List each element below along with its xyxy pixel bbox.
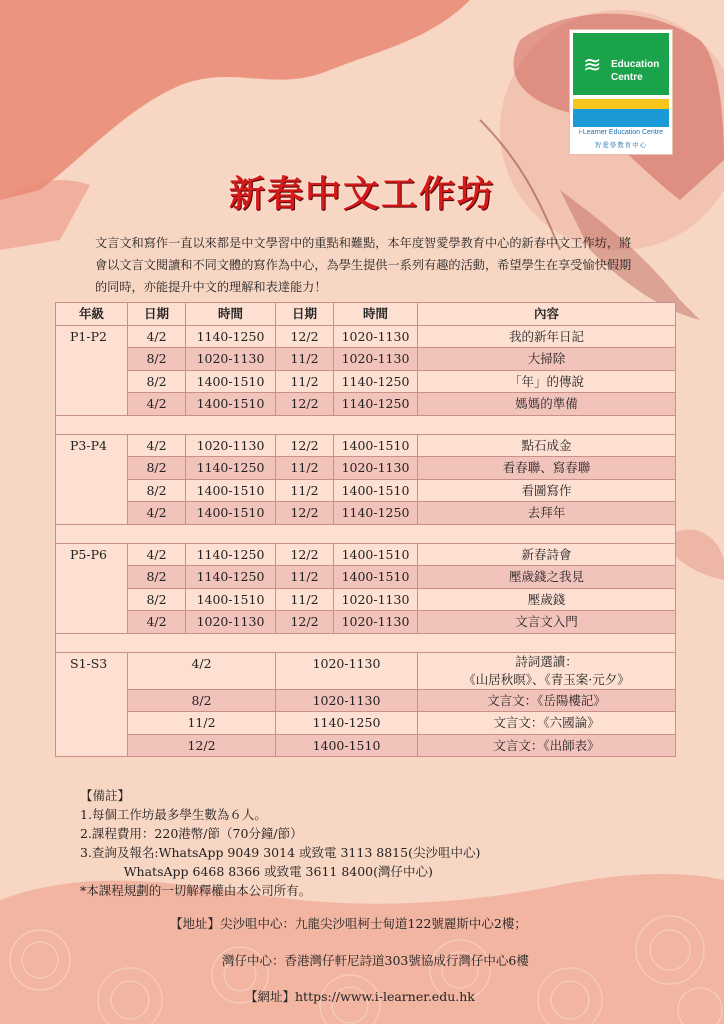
content-cell: 壓歲錢 bbox=[418, 588, 676, 611]
note-item: 1.每個工作坊最多學生數為６人。 bbox=[80, 807, 267, 822]
content-line: 詩詞選讀： bbox=[515, 653, 578, 669]
time-cell: 1400-1510 bbox=[186, 502, 276, 525]
note-item: 3.查詢及報名:WhatsApp 9049 3014 或致電 3113 8815(尖沙咀中心) bbox=[80, 845, 481, 860]
date-cell: 4/2 bbox=[128, 543, 186, 566]
date-cell: 11/2 bbox=[128, 712, 276, 735]
table-row bbox=[56, 543, 676, 566]
date-cell: 4/2 bbox=[128, 393, 186, 416]
date-cell: 8/2 bbox=[128, 348, 186, 371]
logo-green-block bbox=[573, 33, 669, 95]
table-row bbox=[56, 502, 676, 525]
page-title: 新春中文工作坊 bbox=[228, 173, 495, 215]
date-cell: 8/2 bbox=[128, 566, 186, 589]
table-row bbox=[56, 325, 676, 348]
date-cell: 4/2 bbox=[128, 434, 186, 457]
table-row bbox=[56, 588, 676, 611]
grade-cell: P1-P2 bbox=[56, 325, 128, 415]
content-cell: 媽媽的準備 bbox=[418, 393, 676, 416]
table-row bbox=[56, 434, 676, 457]
table-spacer-row bbox=[56, 415, 676, 434]
time-cell: 1140-1250 bbox=[186, 457, 276, 480]
table-row bbox=[56, 457, 676, 480]
content-cell: 去拜年 bbox=[418, 502, 676, 525]
content-cell: 壓歲錢之我見 bbox=[418, 566, 676, 589]
header-grade: 年級 bbox=[56, 303, 128, 326]
time-cell: 1020-1130 bbox=[334, 457, 418, 480]
time-cell: 1020-1130 bbox=[334, 325, 418, 348]
table-row bbox=[56, 348, 676, 371]
time-cell: 1020-1130 bbox=[186, 348, 276, 371]
logo-line1: Education bbox=[611, 59, 660, 70]
date-cell: 11/2 bbox=[276, 588, 334, 611]
time-cell: 1140-1250 bbox=[186, 325, 276, 348]
header-date-2: 日期 bbox=[276, 303, 334, 326]
table-spacer-row bbox=[56, 524, 676, 543]
header-time-1: 時間 bbox=[186, 303, 276, 326]
header-content: 內容 bbox=[418, 303, 676, 326]
spacer-cell bbox=[56, 415, 676, 434]
company-logo bbox=[569, 29, 673, 155]
date-cell: 4/2 bbox=[128, 502, 186, 525]
spacer-cell bbox=[56, 633, 676, 652]
content-cell: 文言文入門 bbox=[418, 611, 676, 634]
table-row bbox=[56, 611, 676, 634]
date-cell: 8/2 bbox=[128, 588, 186, 611]
content-cell: 文言文：《六國論》 bbox=[418, 712, 676, 735]
table-row bbox=[56, 566, 676, 589]
notes-heading: 【備註】 bbox=[80, 788, 131, 803]
content-cell: 點石成金 bbox=[418, 434, 676, 457]
address-line-2: 灣仔中心：香港灣仔軒尼詩道303號協成行灣仔中心6樓 bbox=[222, 953, 529, 968]
date-cell: 11/2 bbox=[276, 566, 334, 589]
date-cell: 12/2 bbox=[276, 393, 334, 416]
table-row bbox=[56, 393, 676, 416]
time-cell: 1020-1130 bbox=[334, 611, 418, 634]
time-cell: 1400-1510 bbox=[276, 734, 418, 757]
logo-line2: Centre bbox=[611, 72, 643, 83]
time-cell: 1140-1250 bbox=[334, 393, 418, 416]
table-row bbox=[56, 479, 676, 502]
time-cell: 1400-1510 bbox=[334, 566, 418, 589]
time-cell: 1020-1130 bbox=[186, 434, 276, 457]
intro-paragraph: 文言文和寫作一直以來都是中文學習中的重點和難點，本年度智愛學教育中心的新春中文工作坊，將會以文言文閱讀和不同文體的寫作為中心，為學生提供一系列有趣的活動，希望學生在享受愉快假期的同時，亦能提升中文的理解和表達能力！ bbox=[95, 236, 632, 294]
content-cell: 文言文：《出師表》 bbox=[418, 734, 676, 757]
time-cell: 1020-1130 bbox=[186, 611, 276, 634]
time-cell: 1140-1250 bbox=[186, 566, 276, 589]
content-cell: 「年」的傳說 bbox=[418, 370, 676, 393]
time-cell: 1400-1510 bbox=[186, 393, 276, 416]
address-line-1: 【地址】尖沙咀中心：九龍尖沙咀柯士甸道122號麗斯中心2樓； bbox=[170, 916, 527, 931]
date-cell: 11/2 bbox=[276, 479, 334, 502]
date-cell: 8/2 bbox=[128, 370, 186, 393]
table-row bbox=[56, 689, 676, 712]
date-cell: 12/2 bbox=[276, 543, 334, 566]
table-spacer-row bbox=[56, 633, 676, 652]
time-cell: 1140-1250 bbox=[334, 502, 418, 525]
content-cell: 看春聯、寫春聯 bbox=[418, 457, 676, 480]
date-cell: 4/2 bbox=[128, 325, 186, 348]
note-item: WhatsApp 6468 8366 或致電 3611 8400(灣仔中心) bbox=[80, 864, 433, 879]
logo-yellow-bar bbox=[573, 99, 669, 109]
notes-section bbox=[80, 786, 480, 900]
time-cell: 1140-1250 bbox=[276, 712, 418, 735]
content-cell: 看圖寫作 bbox=[418, 479, 676, 502]
time-cell: 1400-1510 bbox=[186, 588, 276, 611]
schedule-table bbox=[55, 302, 676, 757]
spacer-cell bbox=[56, 524, 676, 543]
grade-cell: S1-S3 bbox=[56, 652, 128, 757]
time-cell: 1400-1510 bbox=[186, 370, 276, 393]
date-cell: 12/2 bbox=[128, 734, 276, 757]
time-cell: 1140-1250 bbox=[186, 543, 276, 566]
website-line[interactable]: 【網址】https://www.i-learner.edu.hk bbox=[245, 989, 475, 1004]
header-time-2: 時間 bbox=[334, 303, 418, 326]
date-cell: 4/2 bbox=[128, 611, 186, 634]
grade-cell: P5-P6 bbox=[56, 543, 128, 633]
logo-blue-bar bbox=[573, 109, 669, 127]
content-cell bbox=[418, 652, 676, 689]
date-cell: 8/2 bbox=[128, 479, 186, 502]
logo-english-name: i-Learner Education Centre bbox=[578, 129, 664, 136]
note-item: 2.課程費用：220港幣/節（70分鐘/節） bbox=[80, 826, 303, 841]
table-row bbox=[56, 652, 676, 689]
time-cell: 1140-1250 bbox=[334, 370, 418, 393]
table-header-row bbox=[56, 303, 676, 326]
time-cell: 1020-1130 bbox=[334, 588, 418, 611]
table-row bbox=[56, 712, 676, 735]
table-row bbox=[56, 734, 676, 757]
logo-chinese-name: 智愛學教育中心 bbox=[594, 141, 648, 149]
time-cell: 1400-1510 bbox=[334, 434, 418, 457]
date-cell: 11/2 bbox=[276, 348, 334, 371]
time-cell: 1400-1510 bbox=[334, 543, 418, 566]
grade-cell: P3-P4 bbox=[56, 434, 128, 524]
note-item: *本課程規劃的一切解釋權由本公司所有。 bbox=[80, 883, 312, 898]
time-cell: 1020-1130 bbox=[276, 689, 418, 712]
date-cell: 11/2 bbox=[276, 370, 334, 393]
date-cell: 4/2 bbox=[128, 652, 276, 689]
content-cell: 文言文：《岳陽樓記》 bbox=[418, 689, 676, 712]
content-cell: 新春詩會 bbox=[418, 543, 676, 566]
content-cell: 我的新年日記 bbox=[418, 325, 676, 348]
time-cell: 1020-1130 bbox=[276, 652, 418, 689]
table-row bbox=[56, 370, 676, 393]
content-line: 《山居秋暝》、《青玉案·元夕》 bbox=[463, 671, 630, 687]
date-cell: 12/2 bbox=[276, 611, 334, 634]
time-cell: 1020-1130 bbox=[334, 348, 418, 371]
date-cell: 12/2 bbox=[276, 434, 334, 457]
header-date-1: 日期 bbox=[128, 303, 186, 326]
date-cell: 8/2 bbox=[128, 457, 186, 480]
time-cell: 1400-1510 bbox=[334, 479, 418, 502]
logo-swoosh-icon: ≋ bbox=[583, 53, 602, 78]
date-cell: 12/2 bbox=[276, 502, 334, 525]
time-cell: 1400-1510 bbox=[186, 479, 276, 502]
content-cell: 大掃除 bbox=[418, 348, 676, 371]
date-cell: 12/2 bbox=[276, 325, 334, 348]
date-cell: 11/2 bbox=[276, 457, 334, 480]
date-cell: 8/2 bbox=[128, 689, 276, 712]
